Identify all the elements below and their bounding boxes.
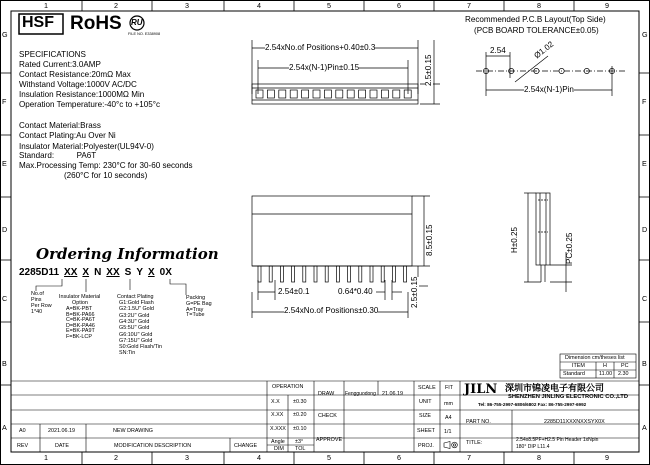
tb-dim: DIM	[274, 446, 284, 452]
dim-pin: 0.64*0.40	[338, 287, 373, 296]
pins-label-line: 1*40	[31, 309, 43, 315]
row-label-b: B	[2, 359, 7, 368]
row-label-d-right: D	[642, 225, 648, 234]
col-label-2-bottom: 2	[114, 453, 118, 462]
pcb-hole: Ø1.02	[532, 39, 556, 61]
row-label-b-right: B	[642, 359, 647, 368]
pcb-span: 2.54x(N-1)Pin	[524, 85, 574, 94]
tb-tol-value: ±3°	[295, 439, 304, 445]
material-line: Standard: PA6T	[19, 151, 97, 160]
row-label-a: A	[2, 423, 7, 432]
rev-header: MODIFICATION DESCRIPTION	[114, 443, 192, 449]
row-label-g: G	[2, 30, 8, 39]
pcb-title: Recommended P.C.B Layout(Top Side)	[465, 15, 606, 24]
tb-operation: OPERATION	[272, 384, 304, 390]
col-label-1-bottom: 1	[44, 453, 48, 462]
part-no-value: 2285D11XXXNXXSYX0X	[544, 419, 605, 425]
option-item: T=Tube	[186, 312, 205, 319]
dim-height-top: 2.5±0.15	[424, 54, 433, 86]
option-item: A=Tray	[186, 306, 204, 313]
tb-tol-label: X.XXX	[270, 426, 286, 432]
col-label-6: 6	[397, 1, 401, 10]
tb-unit: UNIT	[419, 399, 432, 405]
option-item: D=BK-PA46	[66, 322, 95, 329]
tb-tol-value: ±0.20	[293, 412, 307, 418]
insulator-title: Option	[72, 300, 88, 306]
tb-size-val: A4	[445, 415, 452, 421]
row-label-a-right: A	[642, 423, 647, 432]
plating-title: Contact Plating	[117, 294, 154, 300]
tb-proj: PROJ.	[418, 443, 434, 449]
option-item: C=BK-PA6T	[66, 317, 96, 324]
company-name-en: SHENZHEN JINLING ELECTRONIC CO.,LTD	[508, 394, 629, 400]
col-label-9-bottom: 9	[605, 453, 609, 462]
ul-caption: FILE NO. E338908	[128, 32, 161, 36]
packing-title: Packing	[186, 295, 206, 301]
col-label-5-bottom: 5	[327, 453, 331, 462]
dim-table-cell: 2.30	[618, 371, 629, 377]
title-line: 180° DIP L11.4	[516, 444, 550, 450]
row-label-f-right: F	[642, 97, 647, 106]
code-s: S	[124, 267, 132, 278]
col-label-9: 9	[605, 1, 609, 10]
col-label-6-bottom: 6	[397, 453, 401, 462]
col-label-3: 3	[185, 1, 189, 10]
spec-line: Rated Current:3.0AMP	[19, 60, 101, 69]
row-label-e-right: E	[642, 159, 647, 168]
tb-check: CHECK	[318, 413, 337, 419]
code-suffix: 0X	[159, 267, 172, 278]
dim-tail: 2.5±0.15	[410, 276, 419, 308]
code-y: Y	[136, 267, 143, 278]
code-prefix: 2285D11	[19, 267, 60, 278]
tb-drawer: Fengguodong	[345, 391, 376, 397]
part-no-label: PART NO.	[466, 419, 491, 425]
rev-row-desc: NEW DRAWING	[113, 428, 153, 434]
code-insulator: X	[82, 267, 90, 278]
material-line: (260°C for 10 seconds)	[19, 171, 148, 180]
tb-tol-value: ±0.10	[293, 426, 307, 432]
col-label-5: 5	[327, 1, 331, 10]
col-label-4: 4	[257, 1, 261, 10]
dim-table-header: PC	[621, 363, 629, 369]
company-logo: JILN	[464, 382, 498, 397]
rev-row-rev: A0	[19, 428, 26, 434]
pins-label-line: Per Row	[31, 303, 52, 309]
code-plating: XX	[106, 267, 120, 278]
spec-line: Contact Resistance:20mΩ Max	[19, 70, 131, 79]
tb-sheet-val: 1/1	[444, 429, 452, 435]
material-line: Contact Plating:Au Over Ni	[19, 131, 116, 140]
dim-table-cell: Standard	[563, 371, 585, 377]
col-label-4-bottom: 4	[257, 453, 261, 462]
dim-table-header: ITEM	[572, 363, 585, 369]
tb-unit-val: mm	[444, 401, 453, 407]
option-item: A=BK-PBT	[66, 306, 93, 312]
code-pins: XX	[64, 267, 78, 278]
option-item: G7:15U" Gold	[119, 337, 153, 344]
tb-approve: APPROVE	[316, 437, 343, 443]
col-label-8: 8	[537, 1, 541, 10]
col-label-7: 7	[467, 1, 471, 10]
option-item: G=PE Bag	[186, 301, 212, 307]
company-name-cn: 深圳市锦凌电子有限公司	[505, 383, 605, 393]
dim-body-height: 8.5±0.15	[425, 224, 434, 256]
tb-scale: SCALE	[418, 385, 436, 391]
option-item: G1:Gold Flash	[119, 300, 154, 306]
dim-pitch: 2.54±0.1	[278, 287, 310, 296]
company-tel: Tel: 86-755-2997-6806/6802 Fax: 86-755-2997-6992	[478, 402, 587, 407]
col-label-7-bottom: 7	[467, 453, 471, 462]
option-item: F=BK-LCP	[66, 334, 92, 340]
row-label-f: F	[2, 97, 7, 106]
tb-tol-label: Angle	[271, 439, 285, 445]
dim-bottom-overall: 2.54xNo.of Positions±0.30	[284, 306, 379, 315]
option-item: G2:1.5U" Gold	[119, 306, 154, 313]
row-label-e: E	[2, 159, 7, 168]
spec-line: Withstand Voltage:1000V AC/DC	[19, 80, 137, 89]
title-label: TITLE:	[466, 440, 483, 446]
rohs-logo: RoHS	[70, 13, 122, 34]
spec-title: SPECIFICATIONS	[19, 50, 86, 59]
ordering-title: Ordering Information	[36, 245, 219, 263]
rev-header: CHANGE	[234, 443, 258, 449]
dim-side-h: H±0.25	[510, 226, 519, 253]
dim-side-pc: PC±0.25	[565, 232, 574, 264]
dim-top-pin: 2.54x(N-1)Pin±0.15	[289, 63, 360, 72]
dim-top-overall: 2.54xNo.of Positions+0.40±0.3	[265, 43, 376, 52]
tb-tol: TOL	[295, 446, 306, 452]
row-label-g-right: G	[642, 30, 648, 39]
option-item: G6:10U" Gold	[119, 331, 153, 338]
tb-draw: DRAW	[318, 391, 335, 397]
hsf-logo: HSF	[22, 14, 54, 31]
projection-symbol-icon	[443, 441, 458, 450]
col-label-3-bottom: 3	[185, 453, 189, 462]
tb-size: SIZE	[419, 413, 431, 419]
row-label-d: D	[2, 225, 8, 234]
col-label-8-bottom: 8	[537, 453, 541, 462]
option-item: S0:Gold Flash/Tin	[119, 344, 162, 351]
dim-table-cell: 11.00	[599, 371, 613, 377]
tb-tol-label: X.XX	[271, 412, 284, 418]
rev-row-date: 2021.06.19	[48, 428, 75, 434]
option-item: SN:Tin	[119, 350, 136, 357]
col-label-2: 2	[114, 1, 118, 10]
option-item: G5:5U" Gold	[119, 325, 150, 332]
option-item: E=BK-PA9T	[66, 328, 95, 335]
tb-sheet: SHEET	[417, 428, 435, 434]
tb-date: 21.06.19	[382, 391, 403, 397]
code-n: N	[94, 267, 102, 278]
option-item: B=BK-PA66	[66, 311, 95, 318]
option-item: G4:3U" Gold	[119, 318, 150, 325]
dim-table-title: Dimension cm/theses list	[565, 355, 625, 361]
dim-table-header: H	[603, 363, 607, 369]
spec-line: Operation Temperature:-40°c to +105°c	[19, 100, 161, 109]
ul-mark-text: RU	[131, 18, 143, 27]
option-item: G3:2U" Gold	[119, 312, 150, 319]
pins-label-line: No.of	[31, 291, 44, 297]
rev-header: DATE	[55, 443, 69, 449]
material-line: Max.Processing Temp: 230°C for 30-60 seconds	[19, 161, 193, 170]
material-line: Insulator Material:Polyester(UL94V-0)	[19, 142, 154, 151]
pins-label-line: Pins	[31, 297, 42, 303]
pcb-pitch: 2.54	[490, 46, 506, 55]
spec-line: Insulation Resistance:1000MΩ Min	[19, 90, 145, 99]
pcb-subtitle: (PCB BOARD TOLERANCE±0.05)	[474, 26, 599, 35]
tb-scale-val: FIT	[445, 385, 454, 391]
rev-header: REV	[17, 443, 29, 449]
code-packing: X	[147, 267, 155, 278]
tb-tol-label: X.X	[271, 399, 280, 405]
tb-tol-value: ±0.30	[293, 399, 307, 405]
title-line: 2.54x8.5PF+H2.5 Pin Header 1xNpin	[516, 437, 599, 443]
col-label-1: 1	[44, 1, 48, 10]
insulator-title: Insulator Material	[59, 294, 101, 300]
row-label-c: C	[2, 294, 8, 303]
row-label-c-right: C	[642, 294, 648, 303]
material-line: Contact Material:Brass	[19, 121, 101, 130]
